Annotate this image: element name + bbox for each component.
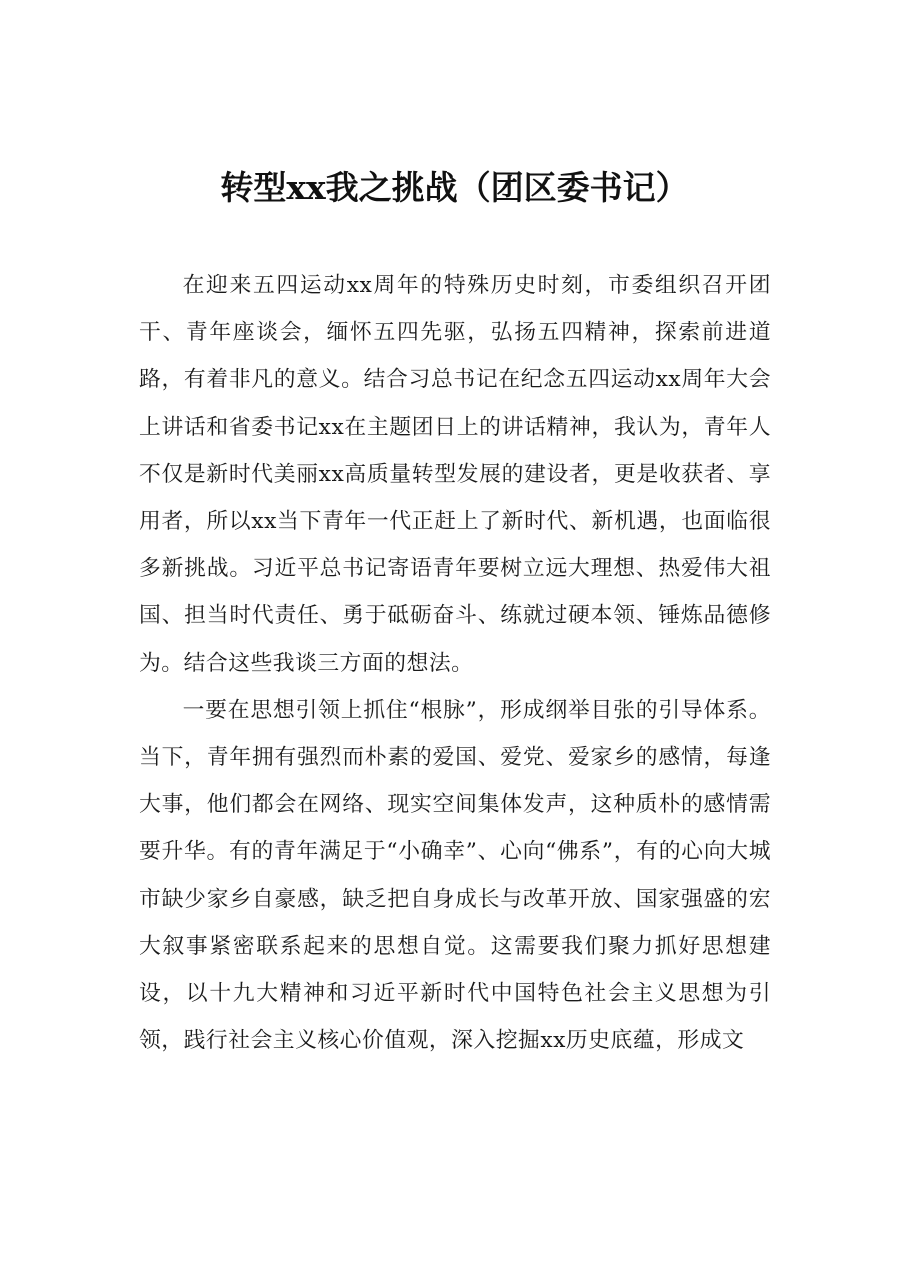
document-body xyxy=(139,262,771,1064)
paragraph-intro: 在迎来五四运动xx周年的特殊历史时刻，市委组织召开团干、青年座谈会，缅怀五四先驱，弘扬五四精神，探索前进道路，有着非凡的意义。结合习总书记在纪念五四运动xx周年大会上讲话和省委书记xx在主题团日上的讲话精神，我认为，青年人不仅是新时代美丽xx高质量转型发展的建设者，更是收获者、享用者，所以xx当下青年一代正赶上了新时代、新机遇，也面临很多新挑战。习近平总书记寄语青年要树立远大理想、热爱伟大祖国、担当时代责任、勇于砥砺奋斗、练就过硬本领、锤炼品德修为。结合这些我谈三方面的想法。 xyxy=(139,273,771,676)
document-title: 转型xx我之挑战（团区委书记） xyxy=(220,168,689,207)
paragraph-point-one: 一要在思想引领上抓住“根脉”，形成纲举目张的引导体系。当下，青年拥有强烈而朴素的爱国、爱党、爱家乡的感情，每逢大事，他们都会在网络、现实空间集体发声，这种质朴的感情需要升华。有的青年满足于“小确幸”、心向“佛系”，有的心向大城市缺少家乡自豪感，缺乏把自身成长与改革开放、国家强盛的宏大叙事紧密联系起来的思想自觉。这需要我们聚力抓好思想建设，以十九大精神和习近平新时代中国特色社会主义思想为引领，践行社会主义核心价值观，深入挖掘xx历史底蕴，形成文 xyxy=(139,697,771,1054)
